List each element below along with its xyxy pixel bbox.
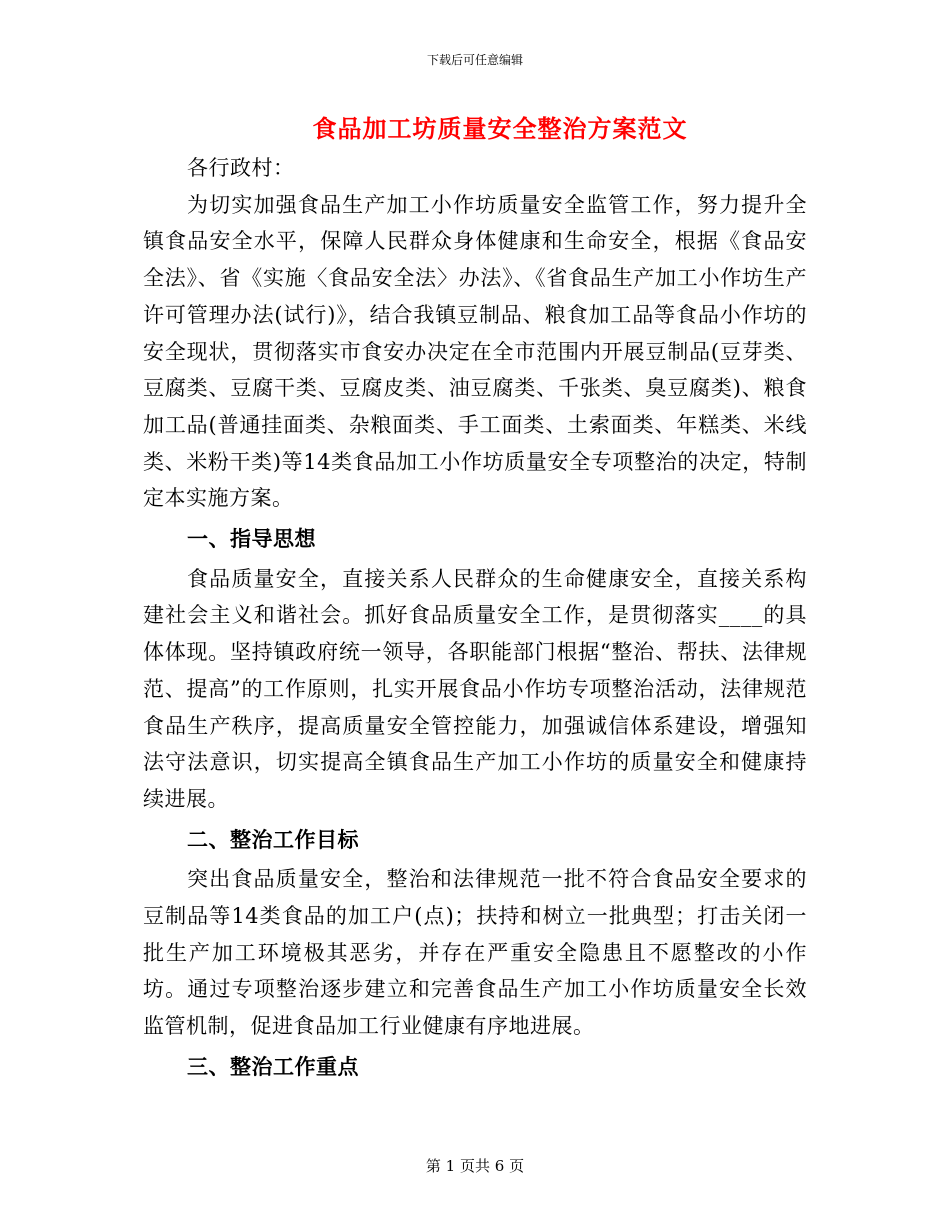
section-3-heading: 三、整治工作重点 (187, 1053, 359, 1079)
intro-paragraph: 为切实加强食品生产加工小作坊质量安全监管工作，努力提升全镇食品安全水平，保障人民群众身体健康和生命安全，根据《食品安全法》、省《实施〈食品安全法〉办法》、《省食品生产加工小作坊生产许可管理办法(试行)》，结合我镇豆制品、粮食加工品等食品小作坊的安全现状，贯彻落实市食安办决定在全市范围内开展豆制品(豆芽类、豆腐类、豆腐干类、豆腐皮类、油豆腐类、千张类、臭豆腐类)、粮食加工品(普通挂面类、杂粮面类、手工面类、土索面类、年糕类、米线类、米粉干类)等14类食品加工小作坊质量安全专项整治的决定，特制定本实施方案。 (143, 192, 807, 511)
salutation: 各行政村： (187, 156, 295, 180)
section-1-body: 食品质量安全，直接关系人民群众的生命健康安全，直接关系构建社会主义和谐社会。抓好食品质量安全工作，是贯彻落实____的具体体现。坚持镇政府统一领导，各职能部门根据“整治、帮扶、法律规范、提高”的工作原则，扎实开展食品小作坊专项整治活动，法律规范食品生产秩序，提高质量安全管控能力，加强诚信体系建设，增强知法守法意识，切实提高全镇食品生产加工小作坊的质量安全和健康持续进展。 (143, 566, 807, 811)
page-header: 下载后可任意编辑 (426, 53, 523, 67)
section-2-heading: 二、整治工作目标 (187, 826, 359, 852)
document-title: 食品加工坊质量安全整治方案范文 (312, 114, 688, 143)
section-2-body: 突出食品质量安全，整治和法律规范一批不符合食品安全要求的豆制品等14类食品的加工户(点)；扶持和树立一批典型；打击关闭一批生产加工环境极其恶劣，并存在严重安全隐患且不愿整改的小作坊。通过专项整治逐步建立和完善食品生产加工小作坊质量安全长效监管机制，促进食品加工行业健康有序地进展。 (143, 867, 807, 1039)
document-body (143, 150, 807, 1089)
page-footer: 第 1 页共 6 页 (425, 1157, 525, 1175)
section-1-heading: 一、指导思想 (187, 526, 316, 552)
